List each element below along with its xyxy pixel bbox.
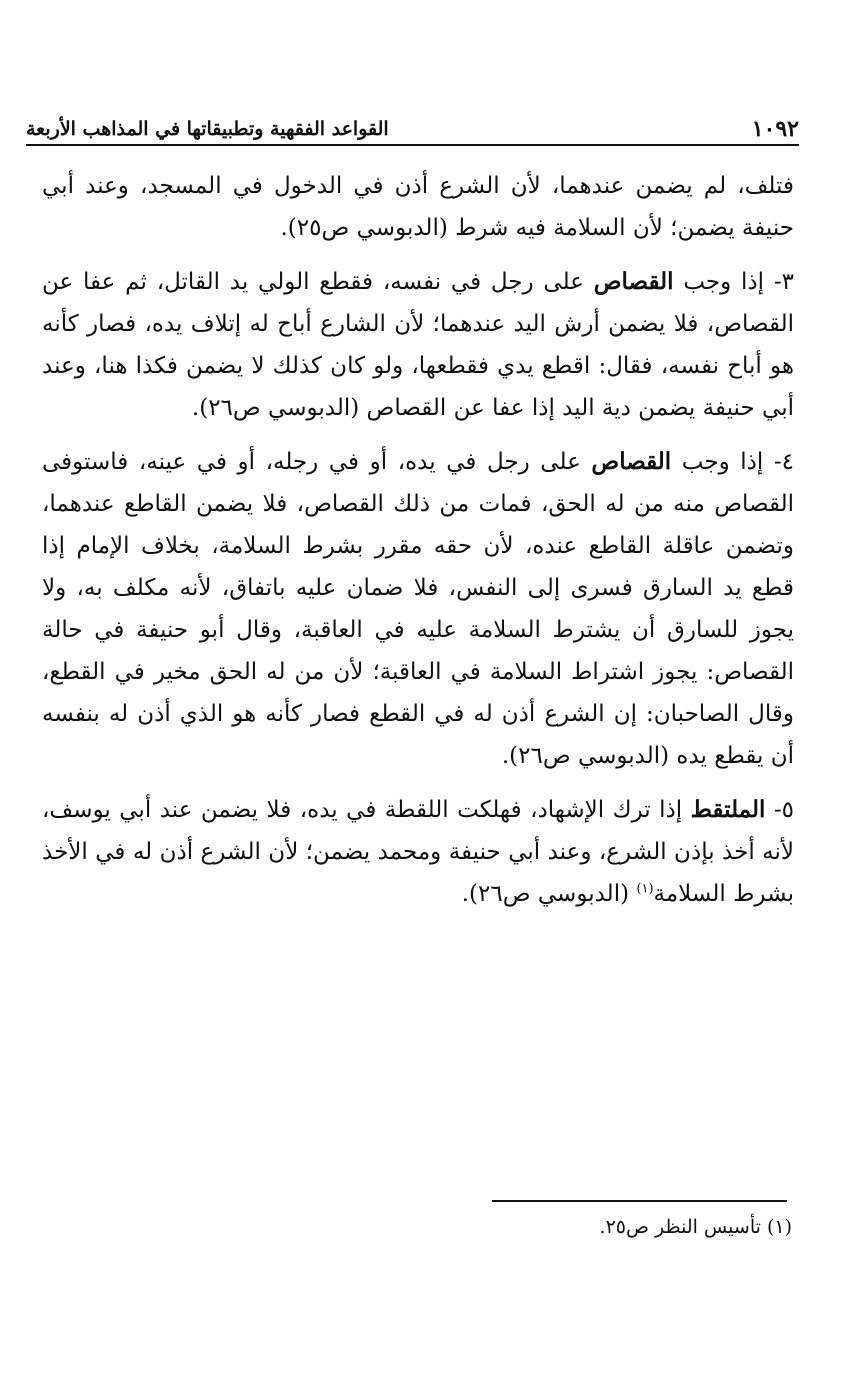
footnote-divider [492,1200,787,1202]
paragraph-text: على رجل في يده، أو في رجله، أو في عينه، فاستوفى القصاص منه من له الحق، فمات من ذلك القصاص، فلا يضمن القاطع عندهما، وتضمن عاقلة القاطع عنده، لأن حقه مقرر بشرط السلامة، بخلاف الإمام إذا قطع يد السارق فسرى إلى النفس، فلا ضمان عليه باتفاق، لأنه مكلف به، ولا يجوز للسارق أن يشترط السلامة عليه في العاقبة، وقال أبو حنيفة في حالة القصاص: يجوز اشتراط السلامة في العاقبة؛ لأن من له الحق مخير في القطع، وقال الصاحبان: إن الشرع أذن له في القطع فصار كأنه هو الذي أذن له بنفسه أن يقطع يده (الدبوسي ص٢٦). [42,449,794,769]
item-lead: إذا وجب [683,269,765,295]
book-title: القواعد الفقهية وتطبيقاتها في المذاهب الأربعة [26,118,389,140]
item-number: ٥- [773,797,795,823]
paragraph-item-5 [42,789,794,915]
footnote-text: تأسيس النظر ص٢٥. [599,1216,761,1238]
paragraph-text: على رجل في نفسه، فقطع الولي يد القاتل، ثم عفا عن القصاص، فلا يضمن أرش اليد عندهما؛ لأن الشارع أباح له إتلاف يده، فصار كأنه هو أباح نفسه، فقال: اقطع يدي فقطعها، ولو كان كذلك لا يضمن فكذا هنا، وعند أبي حنيفة يضمن دية اليد إذا عفا عن القصاص (الدبوسي ص٢٦). [42,269,794,421]
citation: (الدبوسي ص٢٦). [461,881,630,907]
item-number: ٣- [773,269,794,295]
bold-term: القصاص [593,268,674,295]
bold-term: القصاص [591,448,672,475]
paragraph-text: إذا ترك الإشهاد، فهلكت اللقطة في يده، فلا يضمن عند أبي يوسف، لأنه أخذ بإذن الشرع، وعند أبي حنيفة ومحمد يضمن؛ لأن الشرع أذن له في الأخذ بشرط السلامة [42,797,794,907]
item-number: ٤- [773,449,795,475]
footnote [420,1212,792,1242]
paragraph-item-4 [42,441,794,777]
paragraph-continuation [42,165,794,249]
page-number: ١٠٩٢ [751,116,799,142]
item-lead: إذا وجب [681,449,764,475]
footnote-reference[interactable]: (١) [636,881,654,897]
running-header [26,110,799,146]
footnote-marker: (١) [766,1216,792,1238]
paragraph-item-3 [42,261,794,429]
bold-term: الملتقط [690,796,766,823]
paragraph-text: فتلف، لم يضمن عندهما، لأن الشرع أذن في الدخول في المسجد، وعند أبي حنيفة يضمن؛ لأن السلامة فيه شرط (الدبوسي ص٢٥). [42,173,794,241]
main-text [42,165,794,927]
